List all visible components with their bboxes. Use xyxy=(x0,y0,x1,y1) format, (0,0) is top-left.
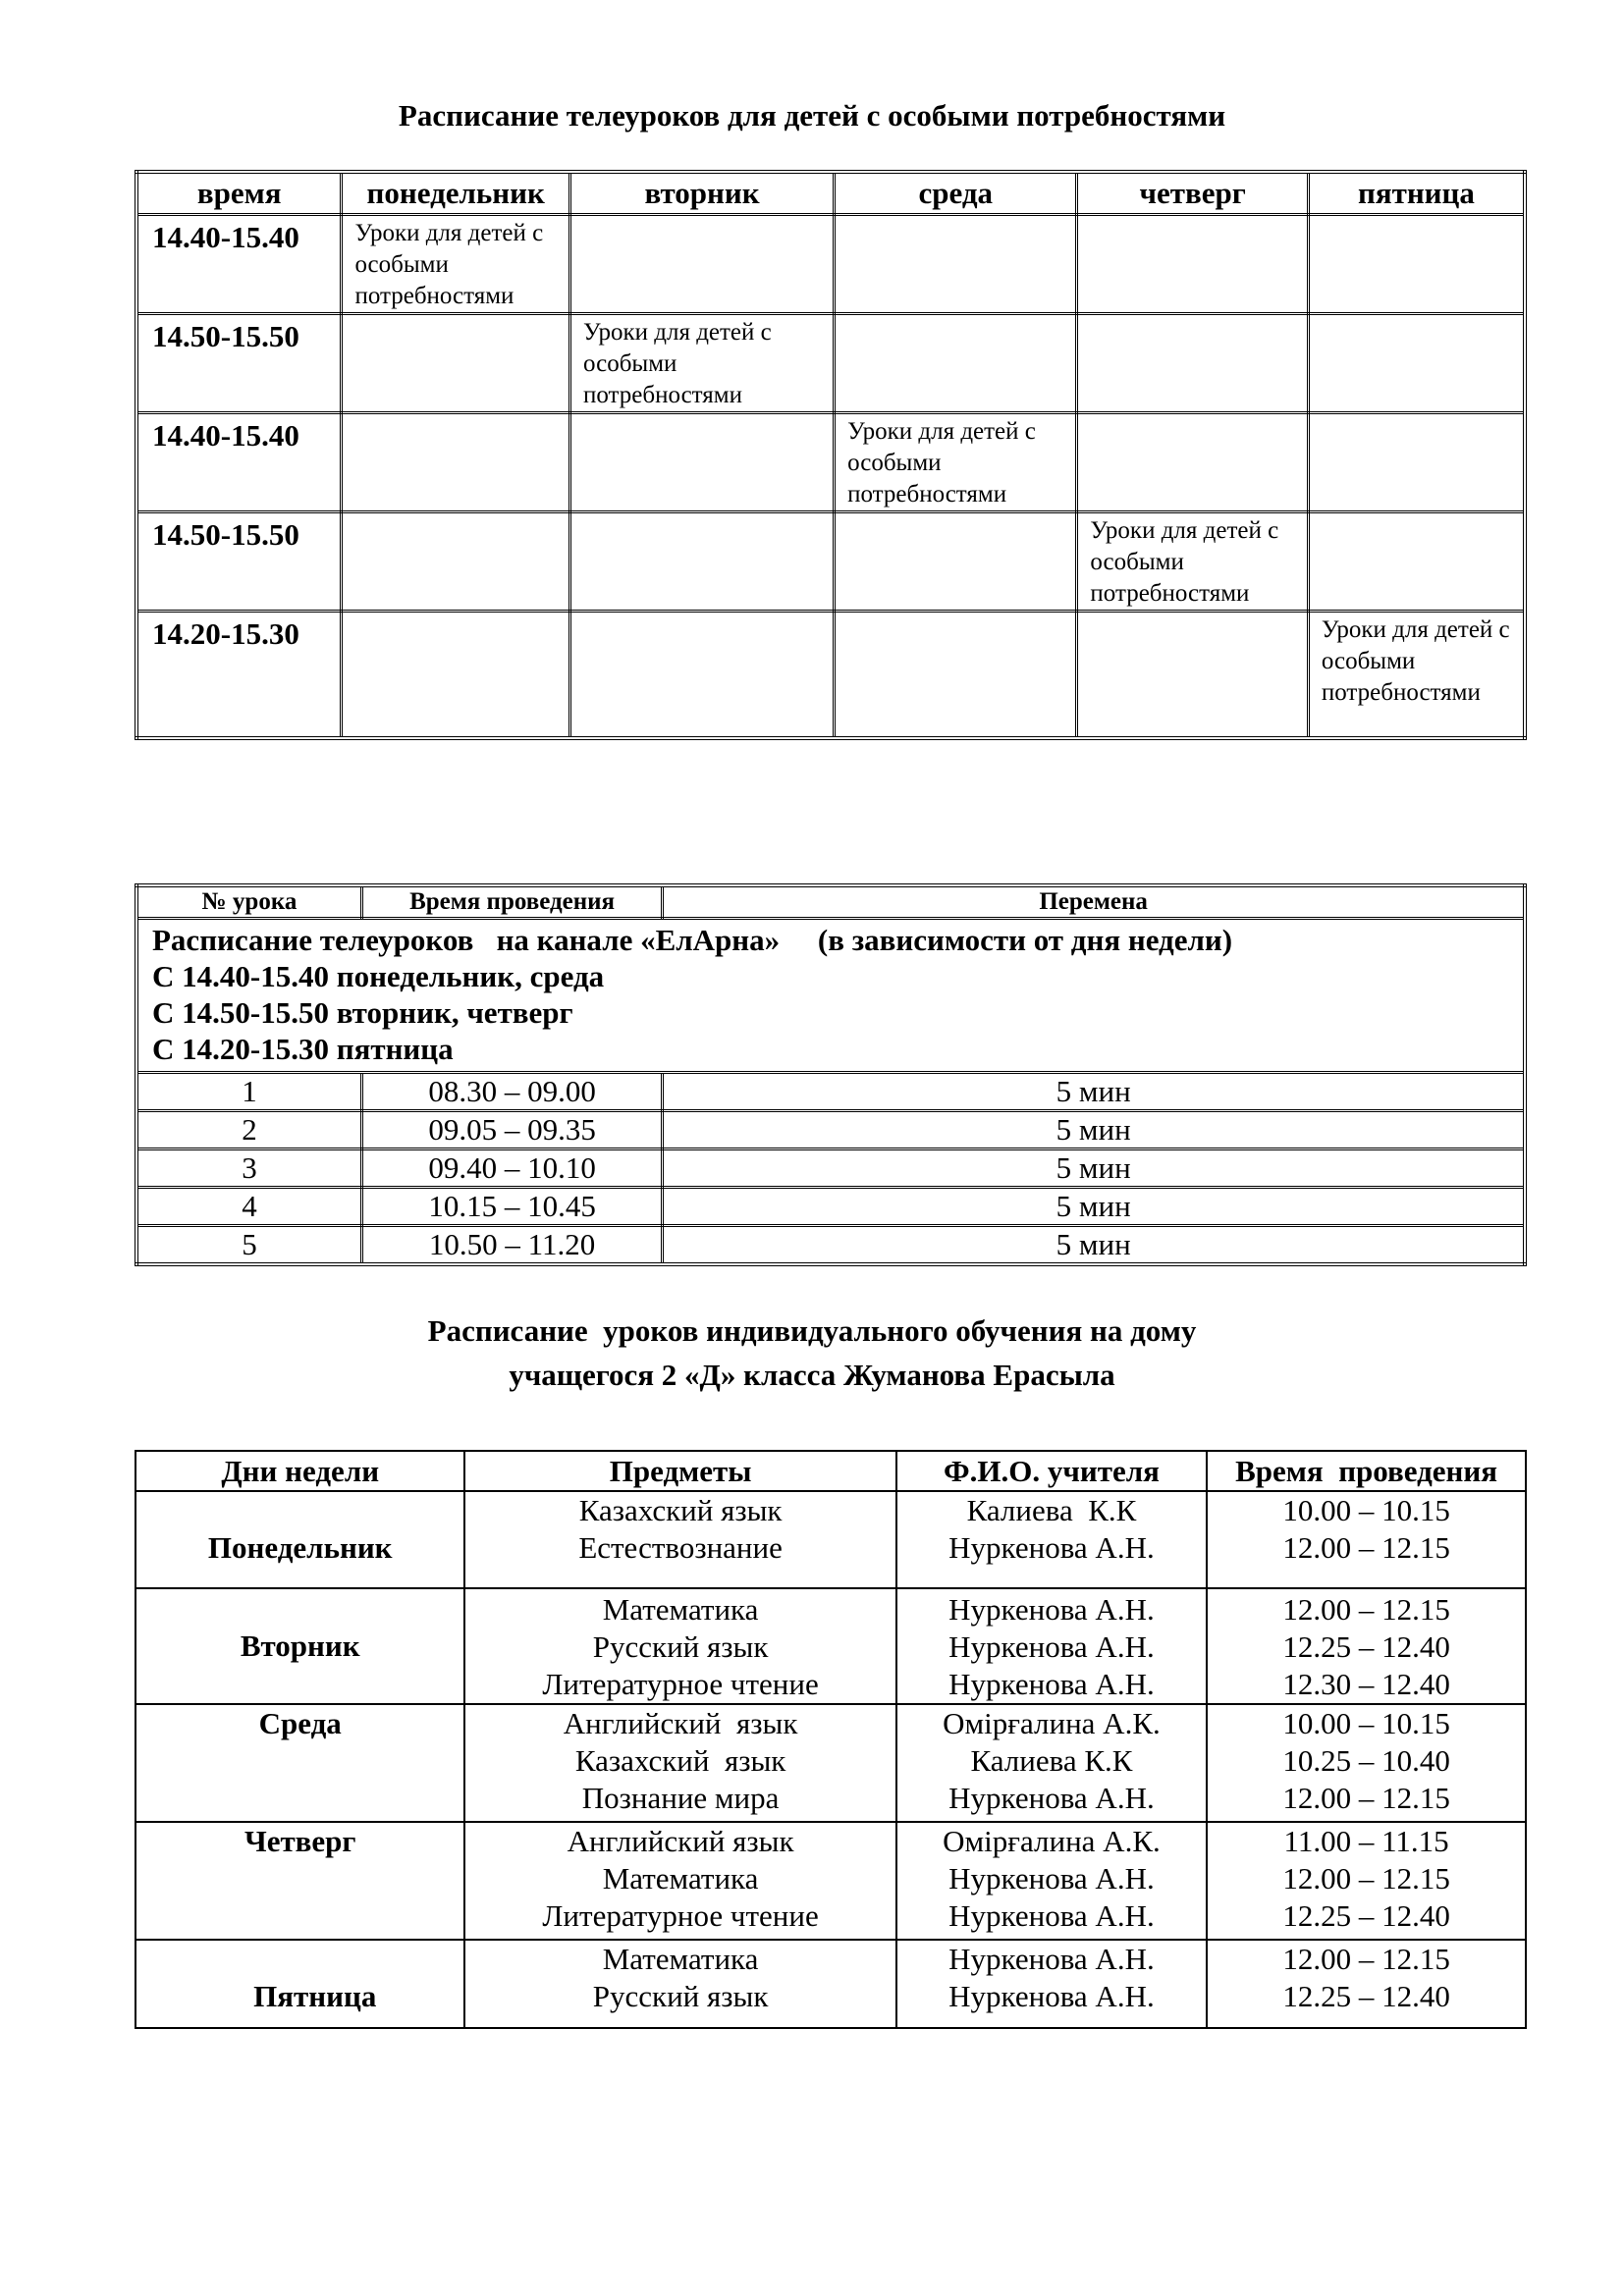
teacher: Омірғалина А.К. xyxy=(943,1706,1161,1740)
note-line: С 14.40-15.40 понедельник, среда xyxy=(152,959,605,993)
times-cell xyxy=(1207,1822,1526,1940)
teacher: Нуркенова А.Н. xyxy=(948,1592,1155,1627)
lesson-cell: Уроки для детей с особыми потребностями xyxy=(835,413,1077,512)
header-time: Время проведения xyxy=(1207,1451,1526,1491)
time-cell: 14.40-15.40 xyxy=(136,215,342,314)
teacher: Нуркенова А.Н. xyxy=(948,1898,1155,1933)
break-duration: 5 мин xyxy=(663,1226,1525,1265)
time: 12.00 – 12.15 xyxy=(1282,1592,1450,1627)
day-name: Пятница xyxy=(135,1940,464,2028)
break-duration: 5 мин xyxy=(663,1073,1525,1111)
time: 12.00 – 12.15 xyxy=(1282,1781,1450,1815)
break-duration: 5 мин xyxy=(663,1149,1525,1188)
header-break: Перемена xyxy=(663,885,1525,919)
subject: Математика xyxy=(602,1861,759,1896)
lesson-cell xyxy=(835,215,1077,314)
day-name: Среда xyxy=(135,1704,464,1822)
channel-note xyxy=(136,919,1525,1073)
lesson-cell: Уроки для детей с особыми потребностями xyxy=(1308,612,1525,738)
day-name: Четверг xyxy=(135,1822,464,1940)
time-cell: 14.50-15.50 xyxy=(136,314,342,413)
header-lesson-time: Время проведения xyxy=(361,885,662,919)
lesson-number: 5 xyxy=(136,1226,361,1265)
time: 12.25 – 12.40 xyxy=(1282,1979,1450,2013)
table-row xyxy=(136,215,1525,314)
teacher: Калиева К.К xyxy=(970,1743,1133,1778)
table-row xyxy=(136,512,1525,612)
subject: Литературное чтение xyxy=(542,1898,819,1933)
time: 12.25 – 12.40 xyxy=(1282,1629,1450,1664)
subjects-cell xyxy=(464,1940,895,2028)
subject: Литературное чтение xyxy=(542,1667,819,1701)
teachers-cell xyxy=(896,1491,1207,1588)
lesson-cell xyxy=(835,512,1077,612)
table-row xyxy=(136,314,1525,413)
lesson-time: 09.40 – 10.10 xyxy=(361,1149,662,1188)
day-row-monday xyxy=(135,1491,1526,1588)
teacher: Нуркенова А.Н. xyxy=(948,1629,1155,1664)
lesson-cell xyxy=(342,314,570,413)
teachers-cell xyxy=(896,1704,1207,1822)
teachers-cell xyxy=(896,1822,1207,1940)
home-schedule-table xyxy=(135,1450,1527,2029)
header-days: Дни недели xyxy=(135,1451,464,1491)
lesson-cell xyxy=(1077,215,1308,314)
lesson-cell xyxy=(569,413,834,512)
subject: Русский язык xyxy=(592,1629,769,1664)
lesson-cell xyxy=(569,215,834,314)
day-row-tuesday xyxy=(135,1588,1526,1704)
subject: Русский язык xyxy=(592,1979,769,2013)
lesson-cell xyxy=(1308,314,1525,413)
time: 12.25 – 12.40 xyxy=(1282,1898,1450,1933)
header-wednesday: среда xyxy=(835,172,1077,215)
lesson-cell xyxy=(1077,314,1308,413)
lesson-cell xyxy=(1308,512,1525,612)
time-cell: 14.40-15.40 xyxy=(136,413,342,512)
teacher: Нуркенова А.Н. xyxy=(948,1530,1155,1565)
subjects-cell xyxy=(464,1704,895,1822)
break-duration: 5 мин xyxy=(663,1111,1525,1149)
break-duration: 5 мин xyxy=(663,1188,1525,1226)
subject: Математика xyxy=(602,1592,759,1627)
teacher: Омірғалина А.К. xyxy=(943,1824,1161,1858)
lesson-cell xyxy=(1077,413,1308,512)
time: 12.00 – 12.15 xyxy=(1282,1861,1450,1896)
subject: Математика xyxy=(602,1942,759,1976)
table-row xyxy=(136,1149,1525,1188)
time: 10.25 – 10.40 xyxy=(1282,1743,1450,1778)
note-row xyxy=(136,919,1525,1073)
lesson-cell xyxy=(1077,612,1308,738)
subjects-cell xyxy=(464,1491,895,1588)
header-monday: понедельник xyxy=(342,172,570,215)
lesson-cell xyxy=(342,612,570,738)
time: 11.00 – 11.15 xyxy=(1283,1824,1449,1858)
teachers-cell xyxy=(896,1940,1207,2028)
lesson-number: 3 xyxy=(136,1149,361,1188)
lesson-cell: Уроки для детей с особыми потребностями xyxy=(342,215,570,314)
subjects-cell xyxy=(464,1588,895,1704)
table-row xyxy=(136,1226,1525,1265)
header-row xyxy=(135,1451,1526,1491)
day-name: Понедельник xyxy=(135,1491,464,1588)
time: 12.30 – 12.40 xyxy=(1282,1667,1450,1701)
time: 10.00 – 10.15 xyxy=(1282,1493,1450,1527)
lesson-time: 09.05 – 09.35 xyxy=(361,1111,662,1149)
tv-lessons-table xyxy=(135,170,1527,740)
times-cell xyxy=(1207,1588,1526,1704)
lesson-cell: Уроки для детей с особыми потребностями xyxy=(1077,512,1308,612)
subject: Английский язык xyxy=(563,1706,798,1740)
subject: Казахский язык xyxy=(574,1743,786,1778)
header-tuesday: вторник xyxy=(569,172,834,215)
note-line: С 14.20-15.30 пятница xyxy=(152,1032,454,1066)
lesson-cell xyxy=(1308,215,1525,314)
subject: Английский язык xyxy=(567,1824,794,1858)
table-row xyxy=(136,1073,1525,1111)
table-row xyxy=(136,612,1525,738)
times-cell xyxy=(1207,1491,1526,1588)
header-subjects: Предметы xyxy=(464,1451,895,1491)
lesson-cell xyxy=(1308,413,1525,512)
time: 10.00 – 10.15 xyxy=(1282,1706,1450,1740)
time: 12.00 – 12.15 xyxy=(1282,1530,1450,1565)
time-cell: 14.50-15.50 xyxy=(136,512,342,612)
lesson-number: 4 xyxy=(136,1188,361,1226)
teachers-cell xyxy=(896,1588,1207,1704)
lesson-time: 08.30 – 09.00 xyxy=(361,1073,662,1111)
times-cell xyxy=(1207,1704,1526,1822)
header-time: время xyxy=(136,172,342,215)
time-cell: 14.20-15.30 xyxy=(136,612,342,738)
header-row xyxy=(136,885,1525,919)
subject: Казахский язык xyxy=(578,1493,783,1527)
teacher: Нуркенова А.Н. xyxy=(948,1979,1155,2013)
day-row-friday xyxy=(135,1940,1526,2028)
lesson-times-table xyxy=(135,883,1527,1266)
lesson-number: 1 xyxy=(136,1073,361,1111)
times-cell xyxy=(1207,1940,1526,2028)
lesson-cell xyxy=(342,413,570,512)
subjects-cell xyxy=(464,1822,895,1940)
teacher: Нуркенова А.Н. xyxy=(948,1781,1155,1815)
time: 12.00 – 12.15 xyxy=(1282,1942,1450,1976)
title-tv-schedule: Расписание телеуроков для детей с особыми потребностями xyxy=(398,98,1226,133)
table-row xyxy=(136,1188,1525,1226)
title-home-schedule-line2: учащегося 2 «Д» класса Жуманова Ерасыла xyxy=(509,1358,1115,1392)
teacher: Нуркенова А.Н. xyxy=(948,1942,1155,1976)
header-thursday: четверг xyxy=(1077,172,1308,215)
lesson-cell xyxy=(569,612,834,738)
subject: Познание мира xyxy=(581,1781,780,1815)
note-line: Расписание телеуроков на канале «ЕлАрна» (в зависимости от дня недели) xyxy=(152,923,1233,957)
lesson-cell: Уроки для детей с особыми потребностями xyxy=(569,314,834,413)
lesson-time: 10.15 – 10.45 xyxy=(361,1188,662,1226)
lesson-cell xyxy=(835,314,1077,413)
header-teacher: Ф.И.О. учителя xyxy=(896,1451,1207,1491)
lesson-number: 2 xyxy=(136,1111,361,1149)
teacher: Нуркенова А.Н. xyxy=(948,1861,1155,1896)
day-row-wednesday xyxy=(135,1704,1526,1822)
header-row xyxy=(136,172,1525,215)
header-lesson-number: № урока xyxy=(136,885,361,919)
lesson-cell xyxy=(835,612,1077,738)
subject: Естествознание xyxy=(578,1530,783,1565)
note-line: С 14.50-15.50 вторник, четверг xyxy=(152,995,573,1030)
day-row-thursday xyxy=(135,1822,1526,1940)
table-row xyxy=(136,1111,1525,1149)
header-friday: пятница xyxy=(1308,172,1525,215)
lesson-time: 10.50 – 11.20 xyxy=(361,1226,662,1265)
day-name: Вторник xyxy=(135,1588,464,1704)
title-home-schedule-line1: Расписание уроков индивидуального обучения на дому xyxy=(427,1313,1197,1348)
lesson-cell xyxy=(342,512,570,612)
table-row xyxy=(136,413,1525,512)
lesson-cell xyxy=(569,512,834,612)
teacher: Нуркенова А.Н. xyxy=(948,1667,1155,1701)
teacher: Калиева К.К xyxy=(966,1493,1137,1527)
